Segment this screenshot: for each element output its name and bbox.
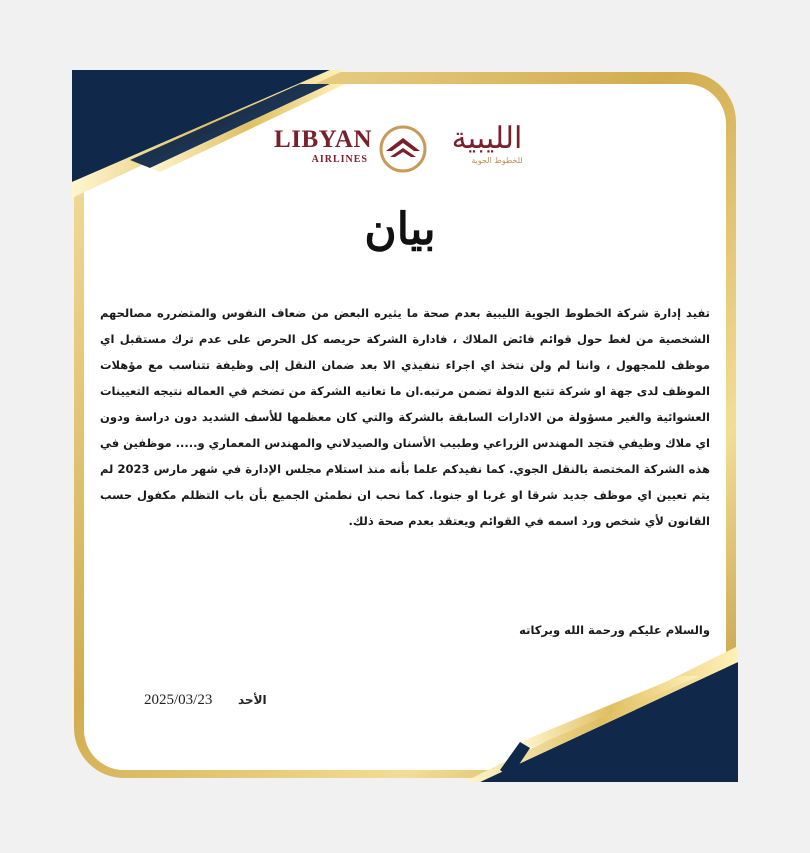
airline-logo-icon (376, 124, 430, 174)
brand-header (0, 122, 810, 182)
brand-subname-ar: للخطوط الجوية (471, 156, 523, 165)
brand-english (262, 126, 372, 166)
statement-paragraph: تفيد إدارة شركة الخطوط الجوية الليبية بعدم صحة ما يثيره البعض من ضعاف النفوس والمتضرره مصالحهم الشخصية من لغط حول قوائم فائض الملاك ، فادارة الشركة حريصه كل الحرص على عدم ترك مستقبل اي موظف للمجهول ، واننا لم ولن نتخذ اي اجراء تنفيذي الا بعد ضمان النقل إلى وظيفة تتناسب مع مؤهلات الموظف لدى جهة او شركة تتبع الدولة تضمن مرتبه.ان ما تعانيه الشركة من تضخم في العماله نتيجه التعيينات العشوائية والغير مسؤولة من الادارات السابقة بالشركة والتي كان معظمها للأسف الشديد دون دراسة ودون اي ملاك وظيفي فتجد المهندس الزراعي وطبيب الأسنان والصيدلاني والمهندس المعماري و..... موظفين في هذه الشركة المختصة بالنقل الجوي. كما نفيدكم علما بأنه منذ استلام مجلس الإدارة في شهر مارس 2023 لم يتم تعيين اي موظف جديد شرقا او غربا او جنوبا. كما نحب ان نطمئن الجميع بأن باب التظلم مكفول حسب القانون لأي شخص ورد اسمه في القوائم ويعتقد بعدم صحة ذلك. (100, 306, 710, 528)
date-line (140, 688, 340, 714)
statement-body (100, 300, 710, 534)
closing-salutation: والسلام عليكم ورحمة الله وبركاته (519, 623, 710, 637)
brand-subname-en: AIRLINES (311, 154, 368, 165)
brand-arabic (432, 122, 542, 166)
statement-date: 2025/03/23 (144, 692, 213, 708)
statement-day: الأحد (238, 693, 267, 707)
brand-name-ar: الليبية (451, 121, 523, 156)
document-title: بيان (364, 204, 436, 255)
brand-name-en: LIBYAN (274, 126, 372, 153)
